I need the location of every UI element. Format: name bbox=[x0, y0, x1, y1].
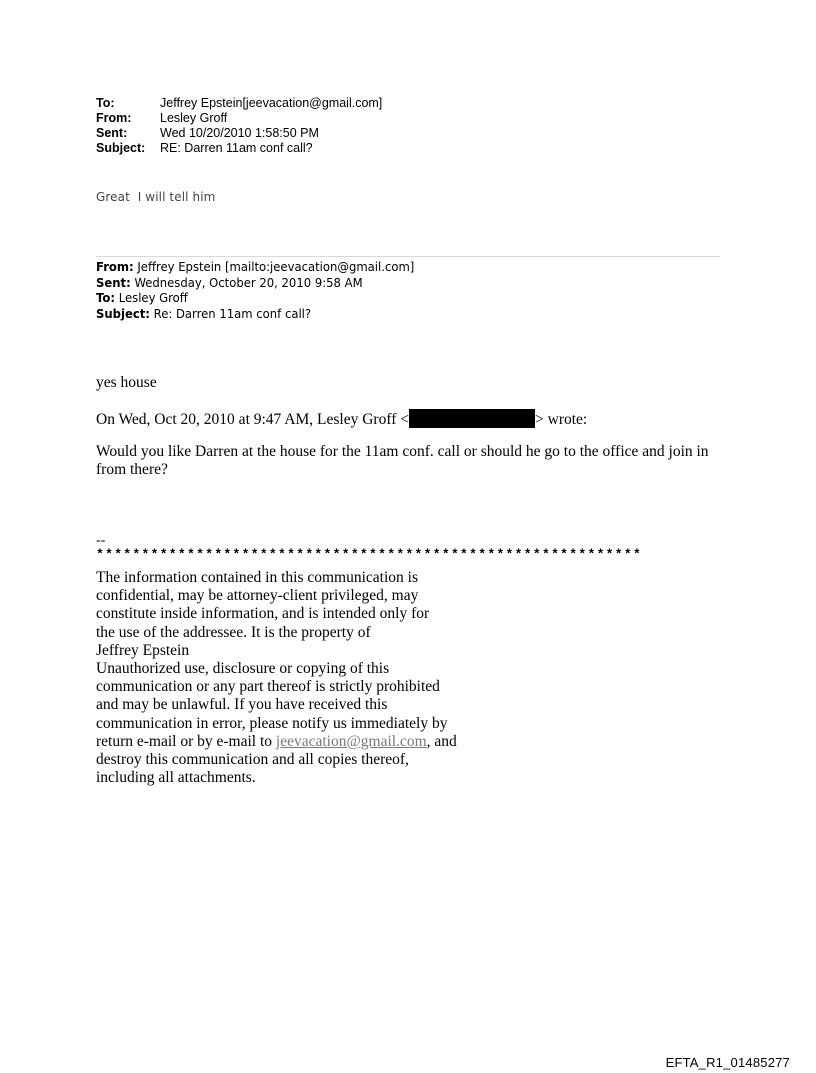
disclaimer-line: constitute inside information, and is intended only for bbox=[96, 605, 430, 623]
fwd-from-label: From: bbox=[96, 259, 134, 274]
fwd-subject-label: Subject: bbox=[96, 305, 150, 321]
fwd-from-value: Jeffrey Epstein [mailto:jeevacation@gmail.com] bbox=[133, 259, 415, 274]
header-to-row bbox=[96, 96, 382, 111]
fwd-sent-label: Sent: bbox=[96, 274, 131, 290]
header-from-row bbox=[96, 111, 382, 126]
header-to-value: Jeffrey Epstein[jeevacation@gmail.com] bbox=[160, 96, 383, 110]
disclaimer-line: Unauthorized use, disclosure or copying of this bbox=[96, 660, 390, 678]
fwd-to-value: Lesley Groff bbox=[115, 290, 188, 305]
disclaimer-line: confidential, may be attorney-client privileged, may bbox=[96, 587, 419, 605]
header-sent-label: Sent: bbox=[96, 126, 128, 140]
divider bbox=[96, 256, 720, 257]
redaction-box bbox=[409, 409, 535, 428]
disclaimer-line: communication in error, please notify us immediately by bbox=[96, 714, 448, 732]
header-from-label: From: bbox=[96, 111, 132, 125]
header-subject-value: RE: Darren 11am conf call? bbox=[160, 141, 313, 155]
disclaimer-line: the use of the addressee. It is the property of bbox=[96, 623, 371, 641]
disclaimer-line: communication or any part thereof is strictly prohibited bbox=[96, 678, 440, 696]
email-header bbox=[96, 96, 382, 156]
disclaimer bbox=[96, 569, 476, 787]
forwarded-header bbox=[96, 259, 414, 321]
disclaimer-line: destroy this communication and all copies thereof, bbox=[96, 751, 409, 769]
document-id: EFTA_R1_01485277 bbox=[665, 1055, 790, 1070]
header-sent-value: Wed 10/20/2010 1:58:50 PM bbox=[160, 126, 319, 140]
header-to-label: To: bbox=[96, 96, 115, 110]
signature-stars: ************************************************************ bbox=[96, 547, 643, 562]
fwd-subject-value: Re: Darren 11am conf call? bbox=[149, 305, 312, 321]
header-subject-row bbox=[96, 141, 382, 156]
disclaimer-line: including all attachments. bbox=[96, 769, 256, 787]
fwd-from-row bbox=[96, 259, 414, 275]
email-line-before: return e-mail or by e-mail to bbox=[96, 732, 276, 750]
header-from-value: Lesley Groff bbox=[160, 111, 228, 125]
disclaimer-email-line bbox=[96, 733, 476, 751]
fwd-subject-row bbox=[96, 306, 414, 322]
fwd-sent-value: Wednesday, October 20, 2010 9:58 AM bbox=[130, 274, 363, 290]
quote-intro-after: > wrote: bbox=[535, 411, 588, 428]
signature-dash: -- bbox=[96, 533, 106, 548]
email-link[interactable]: jeevacation@gmail.com bbox=[275, 732, 427, 750]
disclaimer-line: and may be unlawful. If you have received this bbox=[96, 696, 388, 714]
fwd-sent-row bbox=[96, 275, 414, 291]
fwd-to-row bbox=[96, 290, 414, 306]
disclaimer-line: Jeffrey Epstein bbox=[96, 641, 190, 659]
quote-intro-before: On Wed, Oct 20, 2010 at 9:47 AM, Lesley Groff < bbox=[96, 411, 410, 428]
email-line-after: , and bbox=[426, 732, 457, 750]
quoted-message: Would you like Darren at the house for the 11am conf. call or should he go to the office and join in from there? bbox=[96, 443, 709, 478]
message-reply: yes house bbox=[96, 374, 157, 391]
quote-intro bbox=[96, 409, 587, 429]
reply-text: Great I will tell him bbox=[96, 190, 216, 204]
fwd-to-label: To: bbox=[96, 290, 116, 305]
header-subject-label: Subject: bbox=[96, 141, 146, 155]
disclaimer-line: The information contained in this communication is bbox=[96, 569, 418, 586]
header-sent-row bbox=[96, 126, 382, 141]
